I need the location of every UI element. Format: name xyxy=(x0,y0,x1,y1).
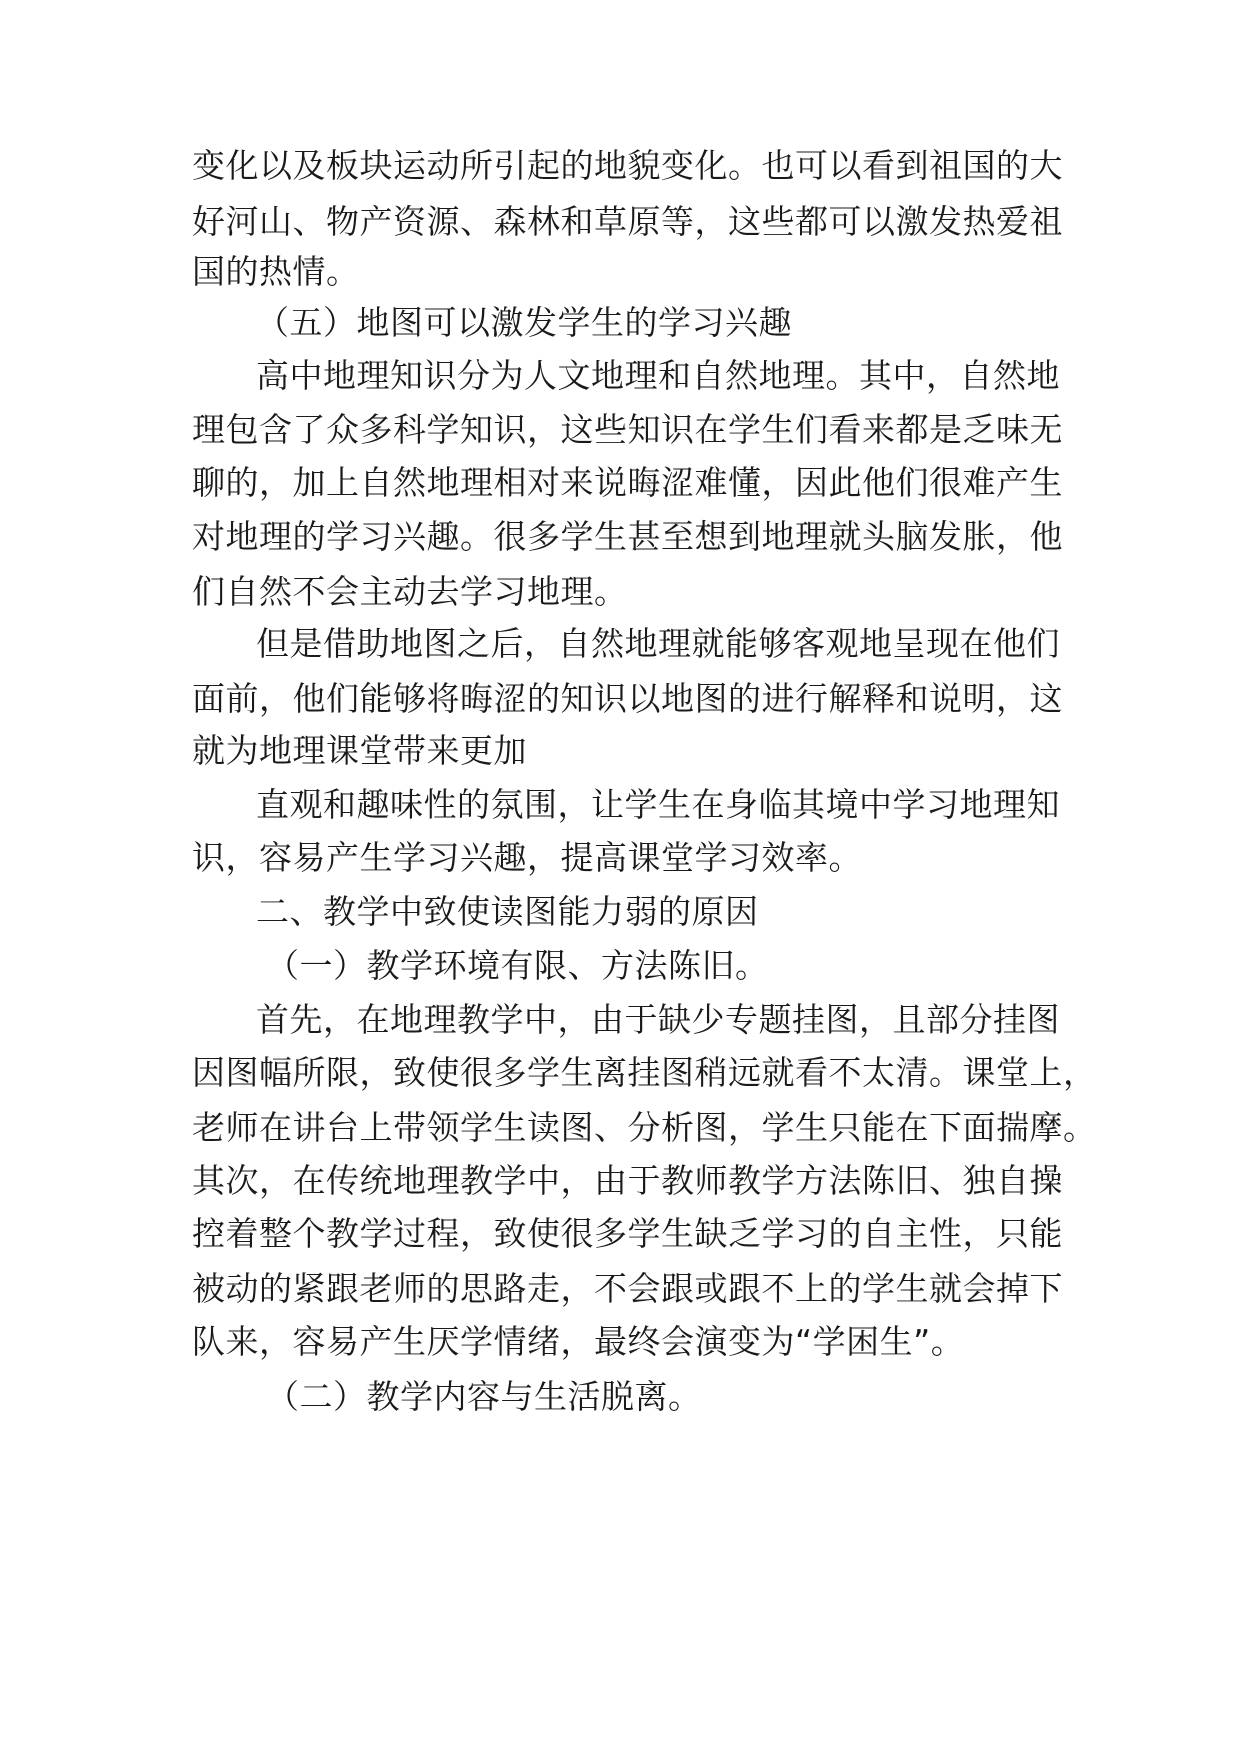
body-text-line: 国的热情。 xyxy=(192,252,360,291)
subsection-heading: （二）教学内容与生活脱离。 xyxy=(266,1377,702,1416)
body-text-line: 控着整个教学过程，致使很多学生缺乏学习的自主性，只能 xyxy=(192,1214,1063,1253)
body-text-line: 变化以及板块运动所引起的地貌变化。也可以看到祖国的大 xyxy=(192,146,1063,185)
body-text-line: 们自然不会主动去学习地理。 xyxy=(192,572,628,611)
body-text-line: 因图幅所限，致使很多学生离挂图稍远就看不太清。课堂上， xyxy=(192,1053,1097,1092)
subsection-heading: （一）教学环境有限、方法陈旧。 xyxy=(266,946,769,985)
body-text-line: 队来，容易产生厌学情绪，最终会演变为“学困生”。 xyxy=(192,1322,965,1361)
body-text-line: 好河山、物产资源、森林和草原等，这些都可以激发热爱祖 xyxy=(192,202,1063,241)
section-heading: （五）地图可以激发学生的学习兴趣 xyxy=(256,303,792,342)
body-text-line: 其次，在传统地理教学中，由于教师教学方法陈旧、独自操 xyxy=(192,1161,1063,1200)
body-text-line: 被动的紧跟老师的思路走，不会跟或跟不上的学生就会掉下 xyxy=(192,1269,1063,1308)
body-text-line: 对地理的学习兴趣。很多学生甚至想到地理就头脑发胀，他 xyxy=(192,517,1063,556)
body-text-line: 首先，在地理教学中，由于缺少专题挂图，且部分挂图 xyxy=(256,1000,1060,1039)
body-text-line: 老师在讲台上带领学生读图、分析图，学生只能在下面揣摩。 xyxy=(192,1108,1097,1147)
body-text-line: 就为地理课堂带来更加 xyxy=(192,731,527,770)
body-text-line: 高中地理知识分为人文地理和自然地理。其中，自然地 xyxy=(256,356,1060,395)
body-text-line: 理包含了众多科学知识，这些知识在学生们看来都是乏味无 xyxy=(192,410,1063,449)
body-text-line: 直观和趣味性的氛围，让学生在身临其境中学习地理知 xyxy=(256,785,1060,824)
body-text-line: 识，容易产生学习兴趣，提高课堂学习效率。 xyxy=(192,838,862,877)
body-text-line: 但是借助地图之后，自然地理就能够客观地呈现在他们 xyxy=(256,624,1060,663)
section-heading: 二、教学中致使读图能力弱的原因 xyxy=(256,892,759,931)
body-text-line: 面前，他们能够将晦涩的知识以地图的进行解释和说明，这 xyxy=(192,679,1063,718)
body-text-line: 聊的，加上自然地理相对来说晦涩难懂，因此他们很难产生 xyxy=(192,463,1063,502)
